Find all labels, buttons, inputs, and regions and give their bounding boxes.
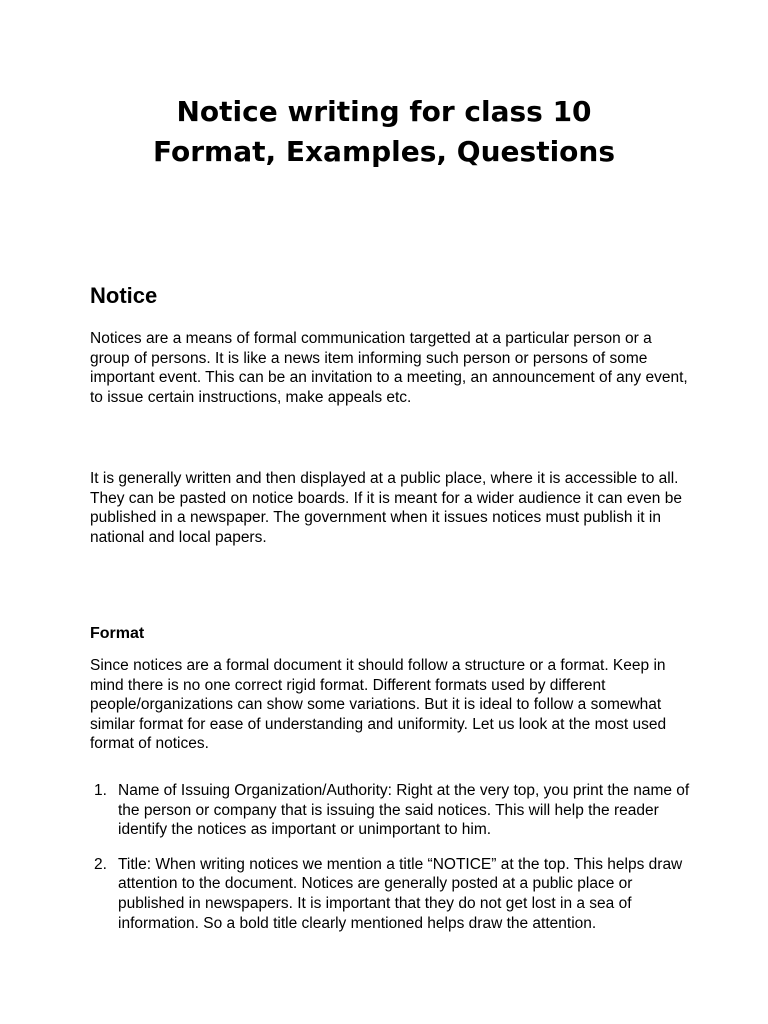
list-item xyxy=(90,781,690,840)
format-paragraph: Since notices are a formal document it should follow a structure or a format. Keep in mind there is no one correct rigid format. Different formats used by different people/organizations can show some variations. But it is ideal to follow a somewhat similar format for ease of understanding and uniformity. Let us look at the most used format of notices. xyxy=(90,657,667,753)
notice-heading: Notice xyxy=(90,283,158,308)
list-item xyxy=(90,855,690,933)
format-list xyxy=(90,781,690,948)
list-item-text: Name of Issuing Organization/Authority: Right at the very top, you print the name of the person or company that is issuing the said notices. This will help the reader identify the notices as important or unimportant to him. xyxy=(118,782,690,839)
document-title-line-1: Notice writing for class 10 xyxy=(176,95,592,128)
list-item-number: 1. xyxy=(94,782,107,799)
notice-paragraph-2: It is generally written and then displayed at a public place, where it is accessible to all. They can be pasted on notice boards. If it is meant for a wider audience it can even be published in a newspaper. The government when it issues notices must publish it in national and local papers. xyxy=(90,470,682,546)
document-title xyxy=(0,92,768,172)
format-heading: Format xyxy=(90,625,145,642)
notice-paragraph-1: Notices are a means of formal communication targetted at a particular person or a group of persons. It is like a news item informing such person or persons of some important event. This can be an invitation to a meeting, an announcement of any event, to issue certain instructions, make appeals etc. xyxy=(90,330,688,406)
list-item-text: Title: When writing notices we mention a title “NOTICE” at the top. This helps draw attention to the document. Notices are generally posted at a public place or published in newspapers. It is important that they do not get lost in a sea of information. So a bold title clearly mentioned helps draw the attention. xyxy=(118,855,683,932)
document-title-line-2: Format, Examples, Questions xyxy=(152,135,616,168)
list-item-number: 2. xyxy=(94,855,107,873)
